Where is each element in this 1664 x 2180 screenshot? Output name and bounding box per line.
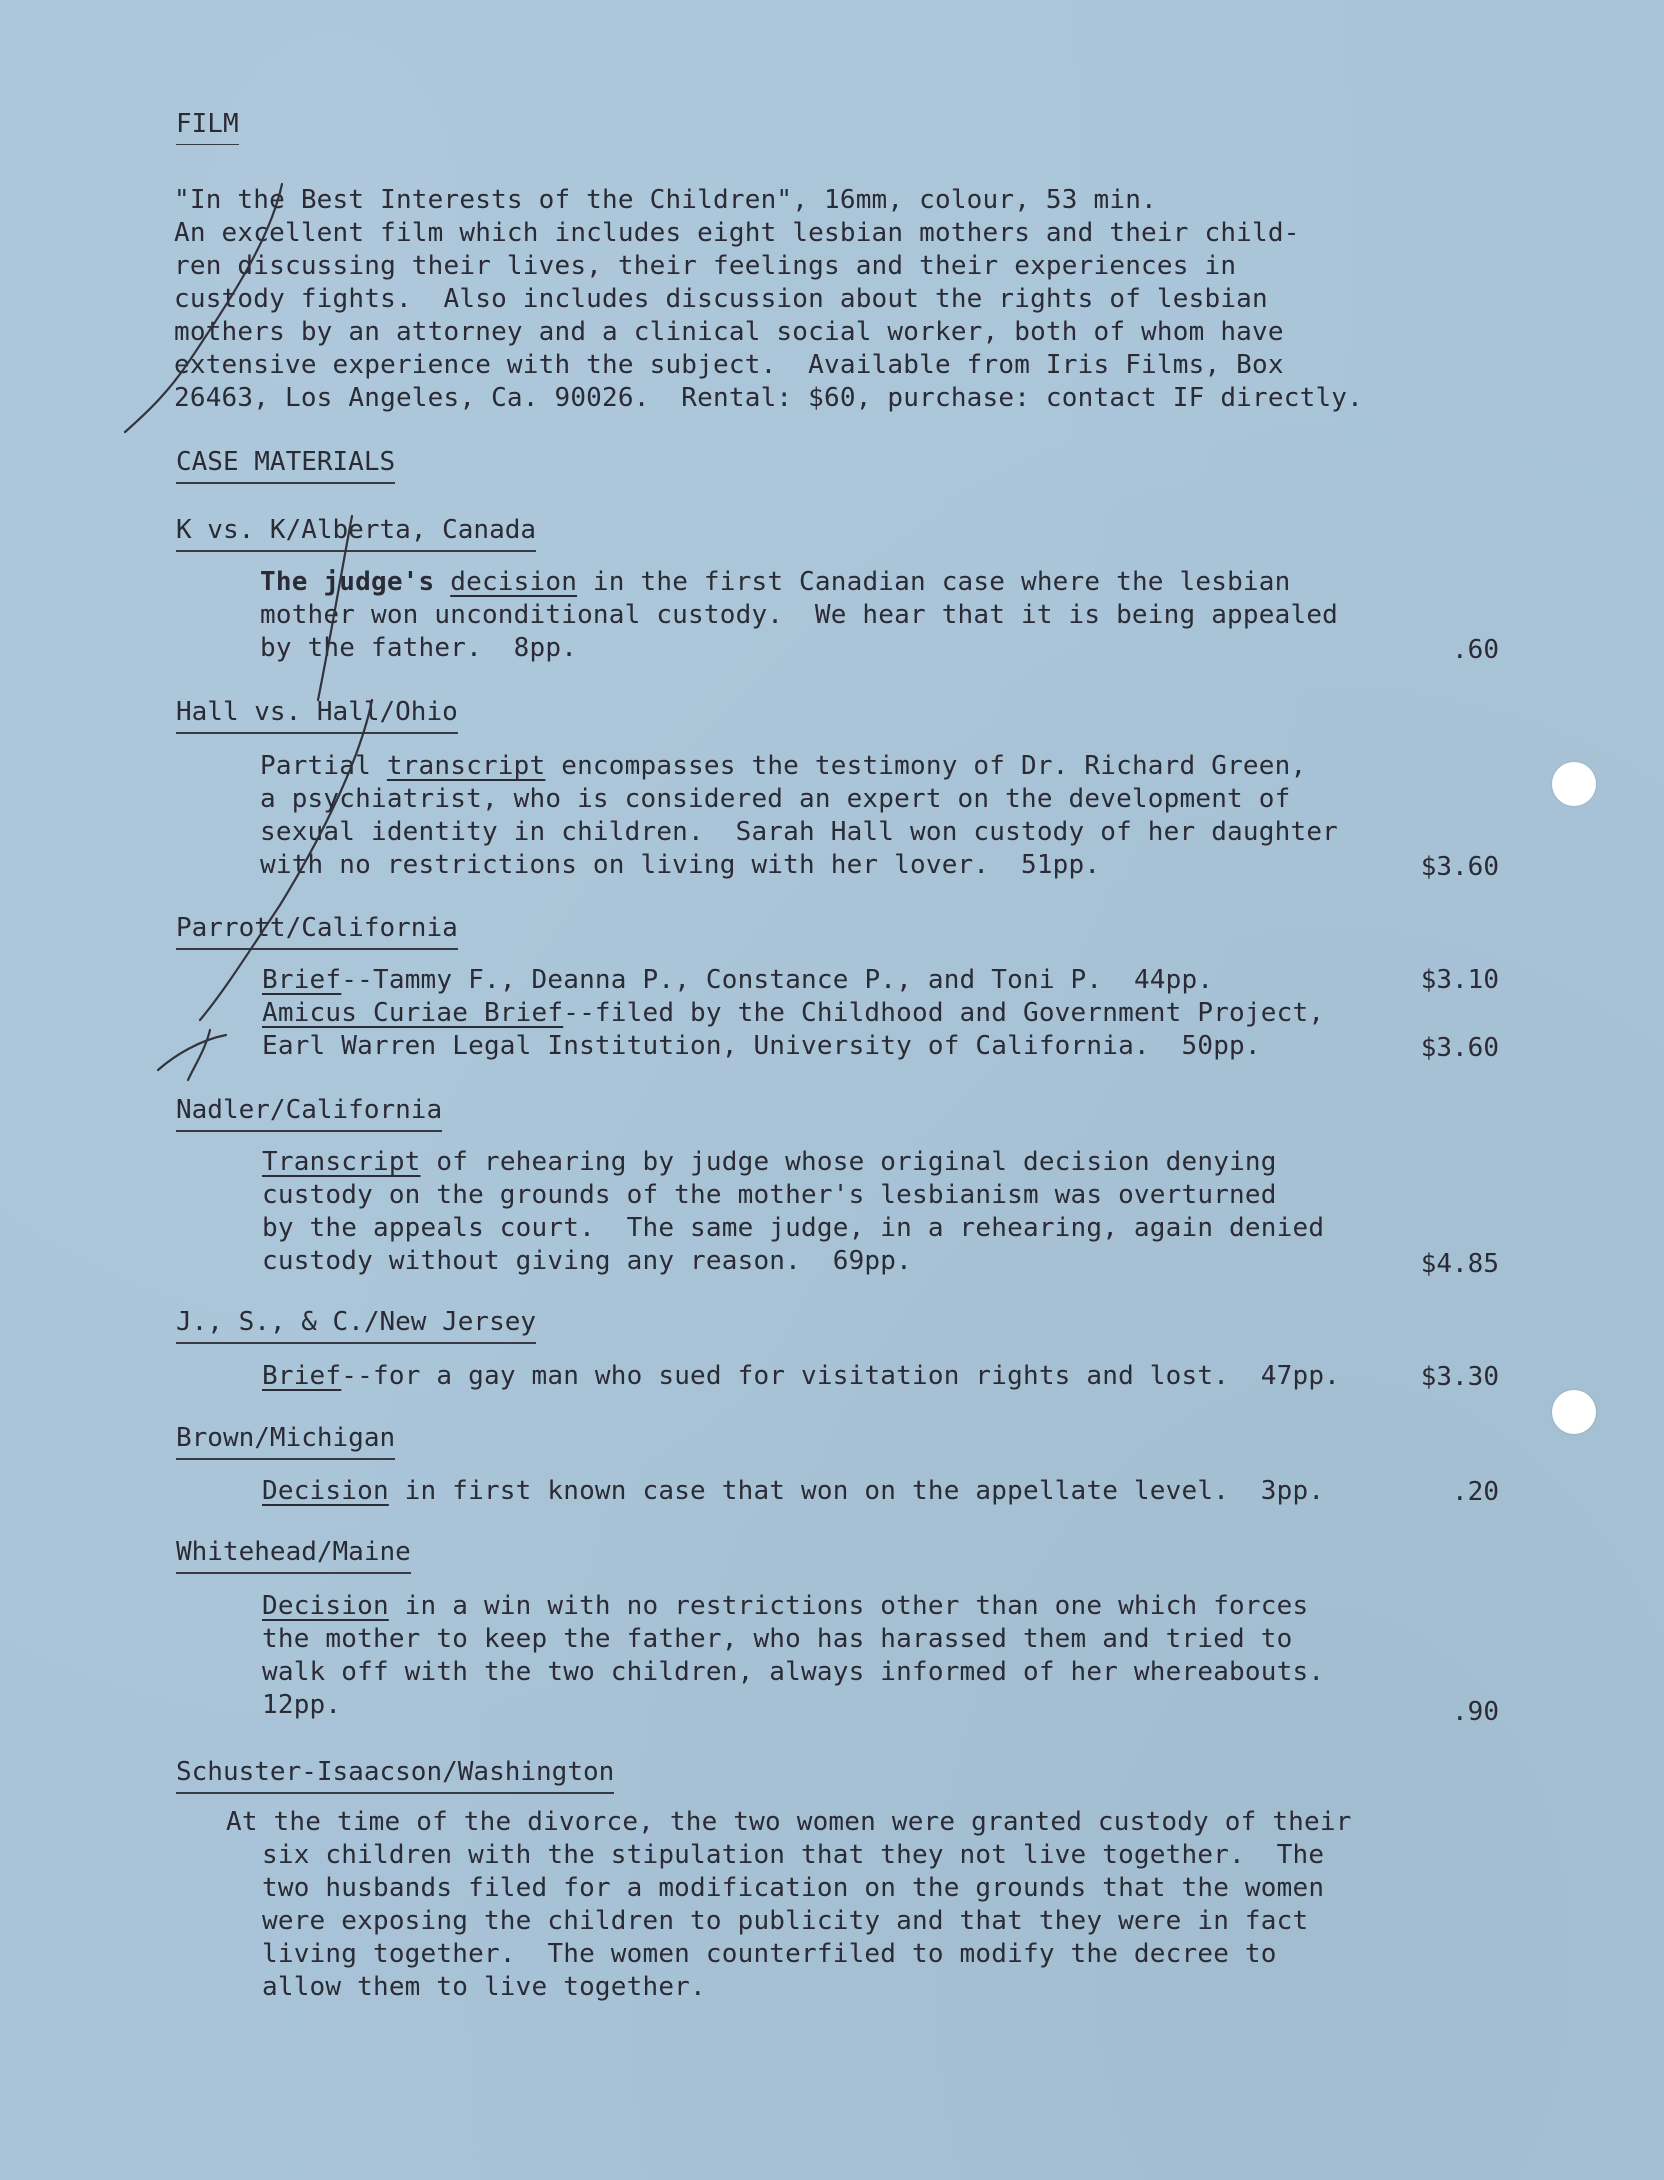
- case-new-jersey-text-1: --for a gay man who sued for visitation rights and lost. 47pp.: [341, 1361, 1341, 1391]
- case-whitehead-line-1: [262, 1590, 1308, 1623]
- film-line-6: extensive experience with the subject. Available from Iris Films, Box: [174, 350, 1284, 380]
- case-hall-lead: Partial: [260, 751, 387, 781]
- case-schuster-line-6: allow them to live together.: [262, 1972, 706, 2002]
- case-new-jersey-line-1: [262, 1360, 1340, 1393]
- case-new-jersey-doc-type: Brief: [262, 1361, 342, 1391]
- case-parrott-item-2-line-1: [262, 997, 1324, 1030]
- case-hall-line-1: [260, 750, 1306, 783]
- punch-hole-upper: [1552, 762, 1596, 806]
- case-hall-price: $3.60: [1420, 852, 1499, 882]
- case-schuster-line-1: At the time of the divorce, the two women were granted custody of their: [226, 1807, 1352, 1837]
- case-schuster-line-3: two husbands filed for a modification on the grounds that the women: [262, 1873, 1325, 1903]
- case-nadler-doc-type: Transcript: [262, 1147, 421, 1177]
- case-title-hall-vs-hall: Hall vs. Hall/Ohio: [176, 696, 458, 734]
- case-parrott-item-1-price: $3.10: [1420, 965, 1499, 995]
- film-heading: FILM: [176, 108, 239, 145]
- case-hall-line-2: a psychiatrist, who is considered an expert on the development of: [260, 784, 1291, 814]
- case-title-schuster-isaacson: Schuster-Isaacson/Washington: [176, 1756, 614, 1794]
- case-parrott-item-2-price: $3.60: [1420, 1033, 1499, 1063]
- case-materials-heading: CASE MATERIALS: [176, 446, 395, 484]
- case-title-k-vs-k: K vs. K/Alberta, Canada: [176, 514, 536, 552]
- case-whitehead-line-4: 12pp.: [262, 1690, 342, 1720]
- film-line-4: custody fights. Also includes discussion about the rights of lesbian: [174, 284, 1268, 314]
- case-title-whitehead: Whitehead/Maine: [176, 1536, 411, 1574]
- case-k-vs-k-line-2: mother won unconditional custody. We hear that it is being appealed: [260, 600, 1339, 630]
- case-hall-text-1: encompasses the testimony of Dr. Richard Green,: [545, 751, 1307, 781]
- case-new-jersey-price: $3.30: [1420, 1362, 1499, 1392]
- case-whitehead-text-1: in a win with no restrictions other than one which forces: [388, 1591, 1309, 1621]
- case-whitehead-price: .90: [1452, 1697, 1499, 1727]
- case-parrott-item-2-doc-type: Amicus Curiae Brief: [262, 998, 564, 1028]
- case-title-new-jersey: J., S., & C./New Jersey: [176, 1306, 536, 1344]
- case-hall-line-4: with no restrictions on living with her lover. 51pp.: [260, 850, 1101, 880]
- case-nadler-line-3: by the appeals court. The same judge, in a rehearing, again denied: [262, 1213, 1325, 1243]
- case-brown-doc-type: Decision: [262, 1476, 389, 1506]
- case-parrott-item-2-line-2: Earl Warren Legal Institution, University of California. 50pp.: [262, 1031, 1261, 1061]
- pen-stroke-parrott: [158, 1035, 226, 1070]
- case-title-brown: Brown/Michigan: [176, 1422, 395, 1460]
- case-title-nadler: Nadler/California: [176, 1094, 442, 1132]
- case-k-vs-k-lead: The judge's: [260, 567, 451, 597]
- case-nadler-line-2: custody on the grounds of the mother's lesbianism was overturned: [262, 1180, 1277, 1210]
- case-k-vs-k-line-1: [260, 566, 1290, 599]
- case-schuster-line-2: six children with the stipulation that they not live together. The: [262, 1840, 1325, 1870]
- case-k-vs-k-line-3: by the father. 8pp.: [260, 633, 578, 663]
- case-k-vs-k-price: .60: [1452, 635, 1499, 665]
- case-brown-line-1: [262, 1475, 1324, 1508]
- case-k-vs-k-text-1: in the first Canadian case where the lesbian: [577, 567, 1291, 597]
- film-line-1: "In the Best Interests of the Children", 16mm, colour, 53 min.: [174, 185, 1157, 215]
- case-nadler-text-1: of rehearing by judge whose original decision denying: [420, 1147, 1277, 1177]
- case-hall-line-3: sexual identity in children. Sarah Hall won custody of her daughter: [260, 817, 1339, 847]
- film-line-7: 26463, Los Angeles, Ca. 90026. Rental: $60, purchase: contact IF directly.: [174, 383, 1363, 413]
- case-parrott-item-1-doc-type: Brief: [262, 965, 342, 995]
- film-line-5: mothers by an attorney and a clinical social worker, both of whom have: [174, 317, 1284, 347]
- case-title-parrott: Parrott/California: [176, 912, 458, 950]
- case-parrott-item-1: [262, 964, 1213, 997]
- case-schuster-line-5: living together. The women counterfiled to modify the decree to: [262, 1939, 1277, 1969]
- case-nadler-price: $4.85: [1420, 1249, 1499, 1279]
- case-whitehead-line-2: the mother to keep the father, who has harassed them and tried to: [262, 1624, 1293, 1654]
- case-whitehead-line-3: walk off with the two children, always informed of her whereabouts.: [262, 1657, 1325, 1687]
- case-schuster-line-4: were exposing the children to publicity and that they were in fact: [262, 1906, 1309, 1936]
- pen-stroke-parrott-tail: [188, 1030, 210, 1080]
- punch-hole-lower: [1552, 1390, 1596, 1434]
- case-parrott-item-2-text: --filed by the Childhood and Government Project,: [563, 998, 1325, 1028]
- case-brown-text-1: in first known case that won on the appellate level. 3pp.: [388, 1476, 1325, 1506]
- case-nadler-line-1: [262, 1146, 1277, 1179]
- case-hall-doc-type: transcript: [386, 751, 546, 781]
- case-brown-price: .20: [1452, 1477, 1499, 1507]
- film-line-2: An excellent film which includes eight lesbian mothers and their child-: [174, 218, 1300, 248]
- case-nadler-line-4: custody without giving any reason. 69pp.: [262, 1246, 912, 1276]
- case-k-vs-k-doc-type: decision: [450, 567, 578, 597]
- film-line-3: ren discussing their lives, their feelings and their experiences in: [174, 251, 1237, 281]
- case-parrott-item-1-text: --Tammy F., Deanna P., Constance P., and Toni P. 44pp.: [341, 965, 1214, 995]
- case-whitehead-doc-type: Decision: [262, 1591, 389, 1621]
